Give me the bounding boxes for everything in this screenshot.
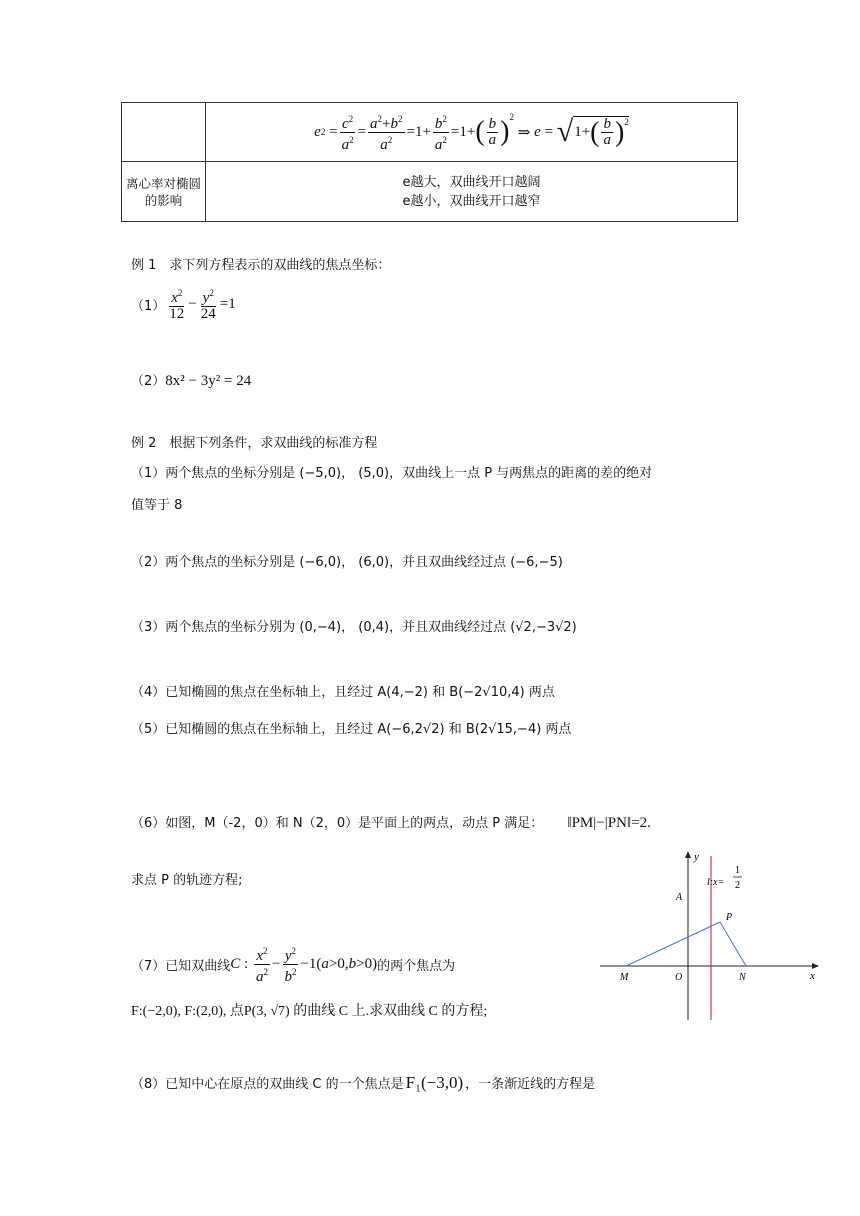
part-number: （2） [131,374,166,389]
example-2-part-1a: （1）两个焦点的坐标分别是 (−5,0)， (5,0)，双曲线上一点 P 与两焦点的距离的差的绝对 [131,466,653,481]
part-7-text: （7）已知双曲线 [131,959,231,974]
eccentricity-formula: e 2 = $\frac{c^2}{a^2}$ = $\frac{a^2+b^2}{a^2}$ =1+ $\frac{b^2}{a^2}$ =1+ ( $\frac{b}{a}$ ) $^2$ ⇒ e = √ 1+ ( $\frac{b}{a}$ ) $^2$ [314,111,629,153]
summary-table [121,102,738,222]
eccentricity-effect-label: 离心率对椭圆的影响 [122,162,206,222]
point-p-label: P [726,912,733,923]
part-8-text: （8）已知中心在原点的双曲线 C 的一个焦点是 [131,1077,404,1092]
equation: 8x² − 3y² = 24 [165,373,252,389]
point-a-label: A [676,892,683,903]
example-2-part-1b: 值等于 8 [131,498,183,513]
part-number: （1） [131,298,166,314]
part-6-equation: ‖PM|−|PN‖=2. [567,815,651,831]
segment-pm [626,922,720,966]
origin-label: O [675,972,683,983]
example-2-part-2: （2）两个焦点的坐标分别是 (−6,0)， (6,0)，并且双曲线经过点 (−6,−5) [131,555,563,570]
hyperbola-figure [596,846,826,1022]
part-7-text-post: 的两个焦点为 [377,959,456,974]
eccentricity-effect-cell [206,162,738,222]
example-1-part-2 [131,370,251,390]
x-label: x [810,970,815,982]
focus-f1: F₁(−3,0) [405,1073,464,1092]
example-2-title: 例 2 根据下列条件，求双曲线的标准方程 [131,436,378,451]
y-label: y [694,851,699,863]
example-2-part-6b: 求点 P 的轨迹方程; [131,873,243,888]
line-label-num: 1 [735,865,740,876]
line-label: l:x= [707,877,725,888]
part-6-text: （6）如图，M（-2，0）和 N（2，0）是平面上的两点，动点 P 满足： [131,816,544,831]
example-2-part-6a [131,812,651,832]
hyperbola-equation: C : $\frac{x^2}{a^2}$ − $\frac{y^2}{b^2}$ −1( a >0, b >0) [230,946,378,985]
example-2-part-3: （3）两个焦点的坐标分别为 (0,−4)， (0,4)，并且双曲线经过点 (√2,−3√2) [131,620,577,635]
point-m-label: M [620,972,629,983]
effect-line-2: e越小，双曲线开口越窄 [402,193,541,209]
effect-line-1: e越大，双曲线开口越阔 [402,174,541,190]
eccentricity-formula-cell [206,103,738,162]
example-2-part-7a [131,944,455,985]
segment-pn [720,922,746,966]
example-1-part-1: （1） $\frac{x^2}{12}$ − $\frac{y^2}{24}$ =1 [131,288,236,322]
part-8-text-post: ，一条渐近线的方程是 [465,1077,596,1092]
line-label-den: 2 [735,880,740,891]
example-2-part-5: （5）已知椭圆的焦点在坐标轴上，且经过 A(−6,2√2) 和 B(2√15,−4) 两点 [131,722,572,737]
point-n-label: N [739,972,746,983]
example-2-part-4: （4）已知椭圆的焦点在坐标轴上，且经过 A(4,−2) 和 B(−2√10,4) 两点 [131,685,555,700]
example-1-title: 例 1 求下列方程表示的双曲线的焦点坐标： [131,258,391,273]
example-2-part-7b: F:(−2,0), F:(2,0), 点P(3, √7) 的曲线 C 上.求双曲线 C 的方程; [131,1004,488,1019]
example-2-part-8 [131,1073,595,1093]
table-cell-empty [122,103,206,162]
